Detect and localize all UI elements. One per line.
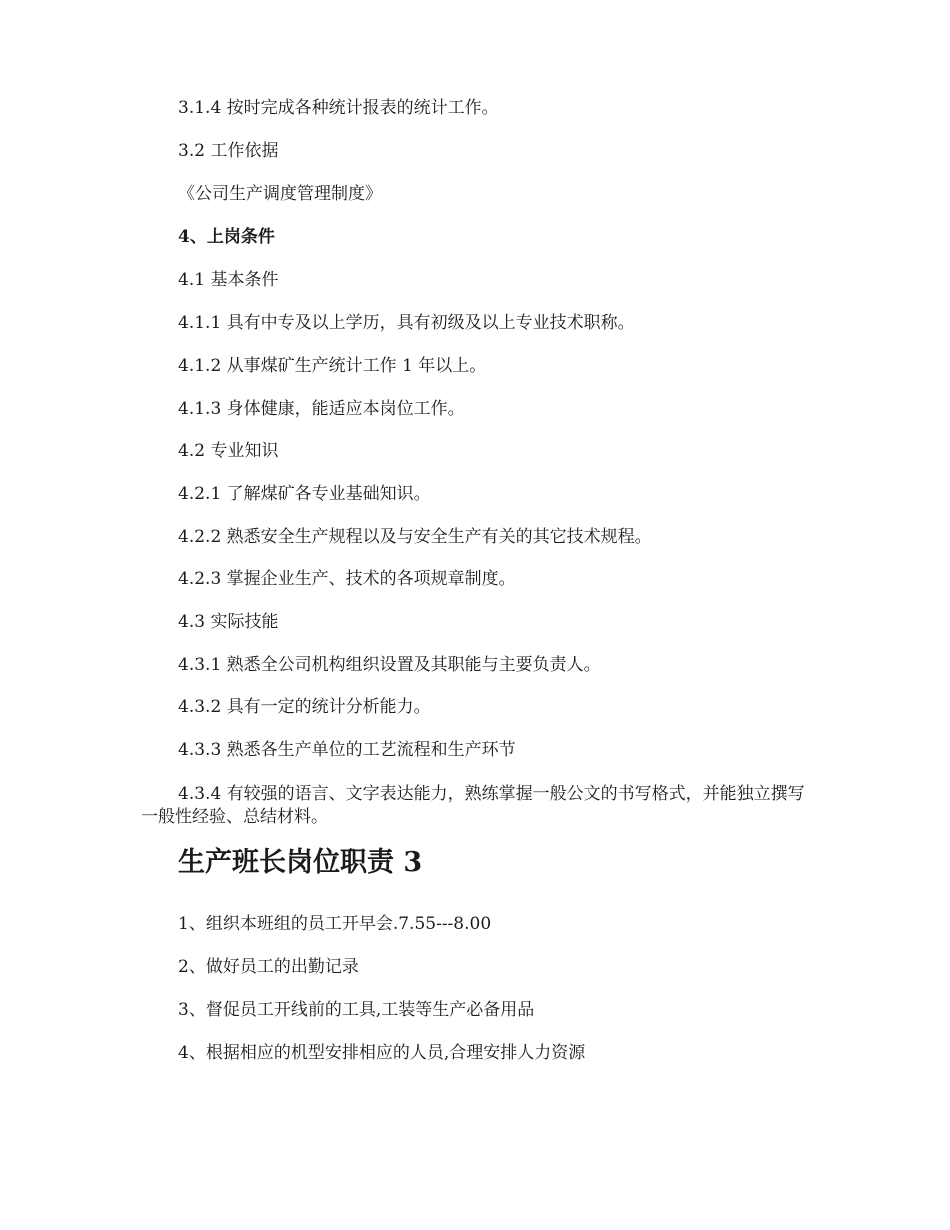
text-line: 4.2.2 熟悉安全生产规程以及与安全生产有关的其它技术规程。 — [178, 527, 652, 547]
text-line: 4.2.1 了解煤矿各专业基础知识。 — [178, 484, 431, 504]
text-line: 4.2 专业知识 — [178, 441, 279, 461]
text-line: 4.3 实际技能 — [178, 612, 279, 632]
text-line: 4.1 基本条件 — [178, 270, 279, 290]
list-item: 2、做好员工的出勤记录 — [178, 957, 359, 977]
text-line: 4.1.3 身体健康，能适应本岗位工作。 — [178, 399, 465, 419]
list-item: 4、根据相应的机型安排相应的人员,合理安排人力资源 — [178, 1043, 586, 1063]
list-item: 1、组织本班组的员工开早会.7.55---8.00 — [178, 914, 492, 934]
text-line: 4.3.2 具有一定的统计分析能力。 — [178, 697, 431, 717]
text-line: 4.3.3 熟悉各生产单位的工艺流程和生产环节 — [178, 740, 516, 760]
text-line: 《公司生产调度管理制度》 — [178, 184, 382, 204]
wrapped-paragraph: 4.3.4 有较强的语言、文字表达能力，熟练掌握一般公文的书写格式，并能独立撰写一般性经验、总结材料。 — [141, 784, 805, 827]
list-item: 3、督促员工开线前的工具,工装等生产必备用品 — [178, 1000, 535, 1020]
section-subheading: 4、上岗条件 — [178, 227, 275, 247]
text-line: 4.1.1 具有中专及以上学历，具有初级及以上专业技术职称。 — [178, 313, 635, 333]
text-line: 4.1.2 从事煤矿生产统计工作 1 年以上。 — [178, 356, 487, 376]
text-line: 4.3.1 熟悉全公司机构组织设置及其职能与主要负责人。 — [178, 655, 601, 675]
text-line: 3.1.4 按时完成各种统计报表的统计工作。 — [178, 98, 499, 118]
section-heading: 生产班长岗位职责 3 — [178, 847, 423, 878]
text-line: 3.2 工作依据 — [178, 141, 279, 161]
text-line: 4.2.3 掌握企业生产、技术的各项规章制度。 — [178, 569, 516, 589]
